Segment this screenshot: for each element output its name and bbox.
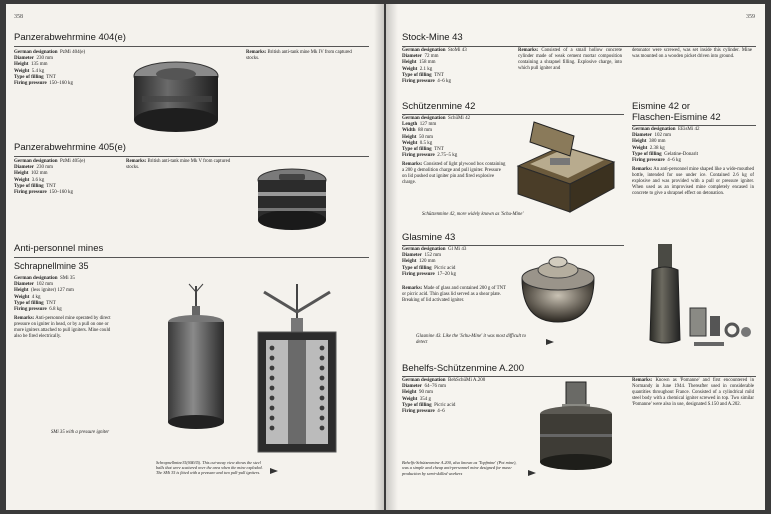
divider [14,257,369,258]
caption-smi35-pressure: SMi 35 with a pressure igniter [51,430,110,435]
heading-eismine-42 [632,101,721,123]
spec-row: Firing pressure 4–6 kg [402,79,451,85]
spec-row: Type of filling Gelatine-Donarit [632,151,699,157]
spec-row: Diameter 102 mm [632,133,672,139]
spec-row: Weight 354 g [402,396,432,402]
page-number-right: 359 [746,14,755,20]
spec-row: Weight 2.38 kg [632,145,665,151]
remarks-schutzen: Remarks: Consisted of light plywood box containing a 200 g demolition charge and pull igniter. Pressure on lid pushed out igniter pin and fired explosive charge. [402,162,506,185]
heading-panzerabwehrmine-405: Panzerabwehrmine 405(e) [14,142,126,153]
heading-glasmine-43: Glasmine 43 [402,232,456,243]
spec-row: Diameter 230 mm [14,165,54,171]
spec-row: German designation SMi 35 [14,276,75,281]
spec-list-stock [402,48,514,85]
heading-eismine-line1: Eismine 42 or [632,101,691,112]
spec-row: Diameter 64–76 mm [402,384,447,390]
heading-stock-mine-43: Stock-Mine 43 [402,32,463,43]
divider [14,156,369,157]
heading-behelfs-schutzenmine: Behelfs-Schützenmine A.200 [402,363,524,374]
spec-row: Type of filling TNT [14,183,56,189]
spec-list-eismine [632,127,756,164]
page-number-left: 358 [14,14,23,20]
spec-row: Firing pressure 4–6 kg [632,158,681,164]
spec-row: Type of filling TNT [14,300,56,306]
spec-row: Weight 3.6 kg [14,177,45,183]
spec-list-schutzen [402,116,502,159]
divider [402,376,756,377]
spec-row: Firing pressure 2.75–5 kg [402,153,458,159]
caption-smi35-cutaway: Schrapnellmine35(SMi35). This cut-away view shows the steel balls that were scattered over the area when the mine exploded. The SMi 35 is fitted with a pressure and two pull-pull igniters. [156,460,263,476]
spec-row: Height 120 mm [402,259,436,265]
spec-row: Height 102 mm [14,171,48,177]
spec-row: Height 135 mm [14,62,48,68]
spec-list-smi35 [14,276,114,313]
divider [402,245,624,246]
spec-row: Height 380 mm [632,139,666,145]
divider [402,46,756,47]
spec-list-behelfs [402,378,512,415]
spec-row: German designation PzMi 404(e) [14,50,86,55]
caption-glasmine-43: Glasmine 43. Like the 'Schu-Mine' it was most difficult to detect [416,334,526,345]
caption-arrow-icon [528,470,536,476]
photo-behelfs-schutzenmine [526,378,626,474]
spec-row: Weight 2.1 kg [402,66,433,72]
remarks-404: Remarks: British anti-tank mine Mk IV from captured stocks. [246,50,352,61]
spec-row: Diameter 230 mm [14,56,54,62]
remarks-405: Remarks: British anti-tank mine Mk V from captured stocks. [126,159,231,170]
remarks-behelfs: Remarks: Known as 'Pomanne' and first encountered in Normandy in June 1944. Thereafter used in considerable quantities throughout France. Consisted of a cylindrical mild steel body with a chemical igniter screwed in top. Two similar 'Pomanne' were also in use, designated S.150 and A.202. [632,378,755,407]
photo-smi35-cutaway [244,282,350,457]
spec-row: Diameter 102 mm [14,282,54,288]
spec-row: Type of filling TNT [14,74,56,80]
spec-list-404 [14,50,114,87]
spec-row: German designation PzMi 405(e) [14,159,86,164]
spec-row: Weight 0.5 kg [402,140,433,146]
spec-row: Type of filling TNT [402,147,444,153]
spec-row: Height 50 mm [402,134,433,140]
spec-row: German designation Gl Mi 43 [402,247,467,252]
heading-schrapnellmine-35: Schrapnellmine 35 [14,261,89,271]
caption-arrow-icon [546,339,554,345]
gutter-shadow-left [374,4,384,510]
spec-row: German designation EEisMi 42 [632,127,700,132]
spec-row: Firing pressure 150–160 kg [14,190,73,196]
spec-row: Firing pressure 17–20 kg [402,271,456,277]
spec-row: Diameter 152 mm [402,253,442,259]
spec-row: German designation BehSchüMi A.200 [402,378,486,383]
spec-row: Width 88 mm [402,128,433,134]
heading-eismine-line2: Flaschen-Eismine 42 [632,112,721,123]
caption-behelfs-schutzenmine: Behelfs-Schützenmine A.200, also known as 'Topfmine' (Pot mine), was a simple and cheap anti-personnel mine designed for mass-production by semi-skilled workers [402,460,517,476]
spec-row: Type of filling TNT [402,72,444,78]
caption-schutzenmine-42: Schützenmine 42, more widely known as 'Schu-Mine' [422,212,524,217]
spec-row: Height 158 mm [402,60,436,66]
section-heading-anti-personnel: Anti-personnel mines [14,243,104,254]
remarks-smi35: Remarks: Anti-personnel mine operated by direct pressure on igniter in head, or by a pull on one or more igniters attached to pull igniters. Mine could also be fired electrically. [14,316,111,339]
photo-schutzenmine-42 [510,116,620,216]
caption-arrow-icon [270,468,278,474]
divider [632,125,756,126]
spec-row: Weight 5.4 kg [14,68,45,74]
spec-row: Diameter 72 mm [402,54,439,60]
gutter-shadow-right [386,4,398,510]
spec-row: Firing pressure 6.8 kg [14,307,62,313]
spec-row: Height (less igniter) 127 mm [14,288,74,294]
spec-row: German designation SchüMi 42 [402,116,471,121]
right-page [386,4,765,510]
spec-row: Type of filling Picric acid [402,402,456,408]
divider [402,114,624,115]
spec-row: Firing pressure 150–160 kg [14,81,73,87]
remarks-stock-continued: detonator were screwed, was set inside this cylinder. Mine was mounted on a wooden picket driven into ground. [632,48,752,59]
spec-row: German designation StoMi 43 [402,48,467,53]
photo-smi35-with-pressure-igniter [156,282,236,432]
spec-list-glasmine [402,247,502,278]
photo-panzerabwehrmine-405 [251,164,333,234]
heading-panzerabwehrmine-404: Panzerabwehrmine 404(e) [14,32,126,43]
photo-panzerabwehrmine-404 [118,50,234,136]
spec-row: Type of filling Picric acid [402,265,456,271]
spec-list-405 [14,159,114,196]
remarks-stock: Remarks: Consisted of a small hollow concrete cylinder made of weak cement mortar composition containing a shrapnel filling. Explosive charge, into which pull igniter and [518,48,622,71]
left-page [6,4,384,510]
remarks-eismine: Remarks: An anti-personnel mine shaped like a wide-mouthed bottle, intended for use under ice. Contained 2.6 kg of explosive and was provided with a pull or pressure igniter. When used as an improvised mine completely encased in concrete to give a shrapnel effect on detonation. [632,167,754,196]
spec-row: Height 90 mm [402,390,433,396]
remarks-glasmine: Remarks: Made of glass and contained 200 g of TNT or picric acid. Thin glass lid served as a shear plate. Breaking of lid activated igniter. [402,286,506,303]
photo-glasmine-43 [512,248,604,326]
photo-eismine-42 [634,240,756,360]
divider [14,46,369,47]
spec-row: Length 127 mm [402,122,437,128]
spec-row: Weight 4 kg [14,294,41,300]
spec-row: Firing pressure 4–6 [402,409,445,415]
heading-schutzenmine-42: Schützenmine 42 [402,101,476,112]
